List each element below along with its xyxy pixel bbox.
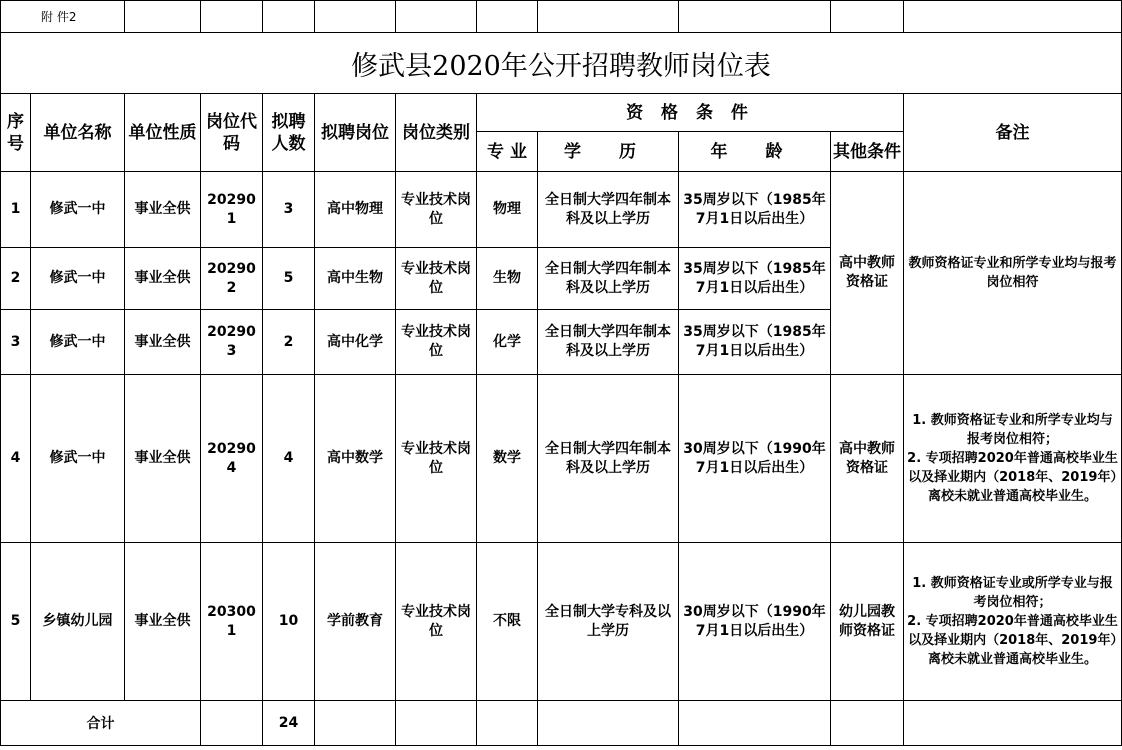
cell-major: 数学 — [477, 375, 538, 543]
cell-major: 物理 — [477, 172, 538, 248]
cell-education: 全日制大学四年制本科及以上学历 — [538, 310, 679, 375]
cell-category: 专业技术岗位 — [396, 172, 477, 248]
cell-seq: 1 — [1, 172, 31, 248]
cell-type: 事业全供 — [125, 248, 201, 310]
blank-cell — [477, 701, 538, 746]
cell-remarks: 1. 教师资格证专业或所学专业与报考岗位相符； 2. 专项招聘2020年普通高校毕业生以及择业期内（2018年、2019年）离校未就业普通高校毕业生。 — [904, 543, 1122, 701]
cell-other: 高中教师资格证 — [831, 375, 904, 543]
cell-post: 高中化学 — [315, 310, 396, 375]
cell-type: 事业全供 — [125, 172, 201, 248]
header-post-name: 拟聘岗位 — [315, 94, 396, 172]
total-count: 24 — [263, 701, 315, 746]
header-education: 学 历 — [538, 132, 679, 172]
header-hire-count: 拟聘人数 — [263, 94, 315, 172]
cell-age: 35周岁以下（1985年7月1日以后出生） — [679, 248, 831, 310]
header-post-category: 岗位类别 — [396, 94, 477, 172]
blank-cell — [831, 1, 904, 33]
cell-count: 3 — [263, 172, 315, 248]
cell-seq: 2 — [1, 248, 31, 310]
page-title: 修武县2020年公开招聘教师岗位表 — [1, 33, 1122, 94]
cell-type: 事业全供 — [125, 375, 201, 543]
blank-cell — [263, 1, 315, 33]
cell-seq: 4 — [1, 375, 31, 543]
cell-code: 202901 — [201, 172, 263, 248]
blank-cell — [904, 1, 1122, 33]
total-label: 合计 — [1, 701, 201, 746]
cell-seq: 5 — [1, 543, 31, 701]
attachment-label: 附 件2 — [1, 1, 125, 33]
blank-cell — [125, 1, 201, 33]
cell-count: 10 — [263, 543, 315, 701]
blank-cell — [679, 1, 831, 33]
cell-major: 生物 — [477, 248, 538, 310]
cell-code: 203001 — [201, 543, 263, 701]
cell-unit: 修武一中 — [31, 248, 125, 310]
cell-other: 幼儿园教师资格证 — [831, 543, 904, 701]
blank-cell — [904, 701, 1122, 746]
cell-education: 全日制大学四年制本科及以上学历 — [538, 248, 679, 310]
blank-cell — [396, 1, 477, 33]
cell-remarks: 1. 教师资格证专业和所学专业均与报考岗位相符； 2. 专项招聘2020年普通高校毕业生以及择业期内（2018年、2019年）离校未就业普通高校毕业生。 — [904, 375, 1122, 543]
cell-education: 全日制大学专科及以上学历 — [538, 543, 679, 701]
cell-seq: 3 — [1, 310, 31, 375]
cell-code: 202903 — [201, 310, 263, 375]
cell-count: 5 — [263, 248, 315, 310]
header-age: 年 龄 — [679, 132, 831, 172]
header-unit-name: 单位名称 — [31, 94, 125, 172]
header-unit-type: 单位性质 — [125, 94, 201, 172]
cell-age: 30周岁以下（1990年7月1日以后出生） — [679, 375, 831, 543]
cell-post: 高中生物 — [315, 248, 396, 310]
blank-cell — [477, 1, 538, 33]
cell-category: 专业技术岗位 — [396, 543, 477, 701]
blank-cell — [201, 701, 263, 746]
cell-category: 专业技术岗位 — [396, 310, 477, 375]
header-seq: 序号 — [1, 94, 31, 172]
cell-category: 专业技术岗位 — [396, 248, 477, 310]
cell-major: 化学 — [477, 310, 538, 375]
cell-age: 35周岁以下（1985年7月1日以后出生） — [679, 172, 831, 248]
cell-unit: 修武一中 — [31, 375, 125, 543]
cell-remarks-merged: 教师资格证专业和所学专业均与报考岗位相符 — [904, 172, 1122, 375]
cell-unit: 修武一中 — [31, 172, 125, 248]
cell-age: 30周岁以下（1990年7月1日以后出生） — [679, 543, 831, 701]
cell-unit: 修武一中 — [31, 310, 125, 375]
blank-cell — [315, 701, 396, 746]
cell-post: 学前教育 — [315, 543, 396, 701]
blank-cell — [315, 1, 396, 33]
blank-cell — [201, 1, 263, 33]
cell-major: 不限 — [477, 543, 538, 701]
cell-age: 35周岁以下（1985年7月1日以后出生） — [679, 310, 831, 375]
blank-cell — [679, 701, 831, 746]
header-remarks: 备注 — [904, 94, 1122, 172]
cell-other-merged: 高中教师资格证 — [831, 172, 904, 375]
cell-post: 高中物理 — [315, 172, 396, 248]
cell-code: 202902 — [201, 248, 263, 310]
cell-education: 全日制大学四年制本科及以上学历 — [538, 375, 679, 543]
blank-cell — [396, 701, 477, 746]
cell-post: 高中数学 — [315, 375, 396, 543]
blank-cell — [538, 1, 679, 33]
cell-category: 专业技术岗位 — [396, 375, 477, 543]
header-other: 其他条件 — [831, 132, 904, 172]
header-post-code: 岗位代码 — [201, 94, 263, 172]
cell-type: 事业全供 — [125, 543, 201, 701]
cell-type: 事业全供 — [125, 310, 201, 375]
cell-education: 全日制大学四年制本科及以上学历 — [538, 172, 679, 248]
cell-count: 4 — [263, 375, 315, 543]
blank-cell — [538, 701, 679, 746]
cell-count: 2 — [263, 310, 315, 375]
cell-unit: 乡镇幼儿园 — [31, 543, 125, 701]
blank-cell — [831, 701, 904, 746]
header-qualifications: 资 格 条 件 — [477, 94, 904, 132]
cell-code: 202904 — [201, 375, 263, 543]
header-major: 专 业 — [477, 132, 538, 172]
